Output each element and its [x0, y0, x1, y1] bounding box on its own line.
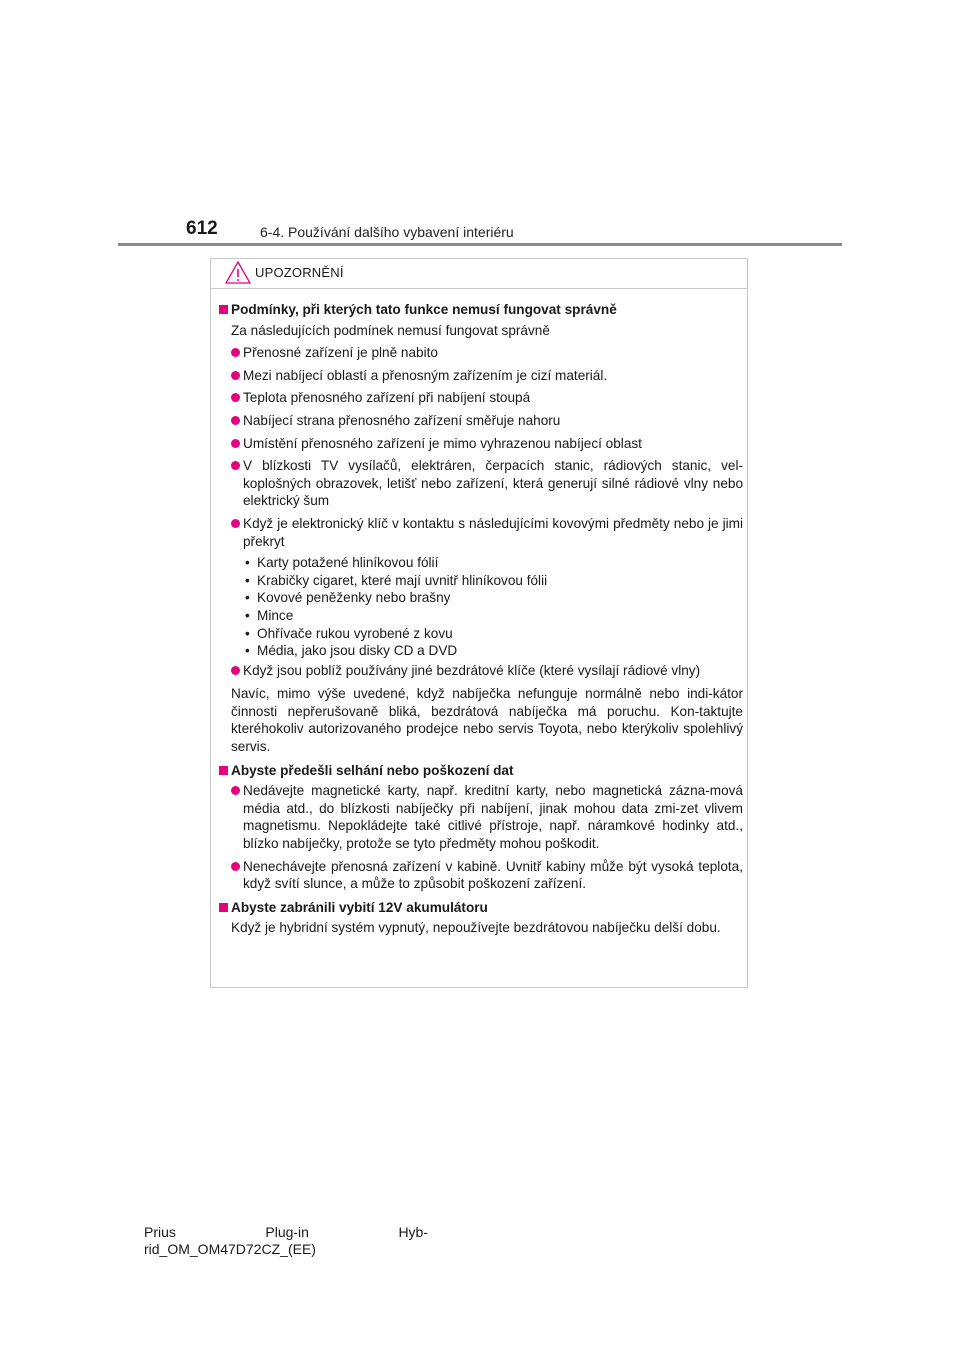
- sub-list: [217, 554, 743, 660]
- warning-header: [211, 259, 747, 289]
- sub-list-item: • Mince: [243, 607, 743, 625]
- sub-list-item: • Média, jako jsou disky CD a DVD: [243, 642, 743, 660]
- intro-text: Za následujících podmínek nemusí fungovat správně: [231, 322, 550, 338]
- square-bullet-icon: [219, 305, 228, 314]
- page-number: 612: [186, 218, 218, 239]
- list-item: Teplota přenosného zařízení při nabíjení stoupá: [217, 389, 743, 407]
- footer: [144, 1224, 444, 1258]
- sub-list-item: • Kovové peněženky nebo brašny: [243, 589, 743, 607]
- circle-bullet-icon: [231, 416, 240, 425]
- list-item: Mezi nabíjecí oblastí a přenosným zařízením je cizí materiál.: [217, 367, 743, 385]
- circle-bullet-icon: [231, 786, 240, 795]
- footer-type: Hyb-: [398, 1224, 428, 1240]
- list-item: Nenechávejte přenosná zařízení v kabině. Uvnitř kabiny může být vysoká teplota, když svítí slunce, a může to způsobit poškození zařízení.: [217, 858, 743, 893]
- sub-list-item: • Krabičky cigaret, které mají uvnitř hliníkovou fólii: [243, 572, 743, 590]
- closing-text: Navíc, mimo výše uvedené, když nabíječka nefunguje normálně nebo indi-kátor činnosti nepřerušovaně bliká, bezdrátová nabíječka má poruchu. Kon-taktujte kteréhokoliv autorizovaného prodejce nebo servis Toyota, nebo kterýkoliv spolehlivý servis.: [231, 686, 743, 755]
- warning-body: [217, 301, 743, 937]
- circle-bullet-icon: [231, 439, 240, 448]
- circle-bullet-icon: [231, 371, 240, 380]
- sub-list-item: • Ohřívače rukou vyrobené z kovu: [243, 625, 743, 643]
- sub-list-item: • Karty potažené hliníkovou fólií: [243, 554, 743, 572]
- square-bullet-icon: [219, 903, 228, 912]
- footer-line: [144, 1224, 428, 1241]
- footer-variant: Plug-in: [265, 1224, 309, 1240]
- list-item: Nabíjecí strana přenosného zařízení směřuje nahoru: [217, 412, 743, 430]
- list-item: Umístění přenosného zařízení je mimo vyhrazenou nabíjecí oblast: [217, 435, 743, 453]
- list-item: Když je elektronický klíč v kontaktu s následujícími kovovými předměty nebo je jimi překryt: [217, 515, 743, 550]
- list-item: V blízkosti TV vysílačů, elektráren, čerpacích stanic, rádiových stanic, vel-koplošných obrazovek, letišť nebo zařízení, která generují silné rádiové vlny nebo elektrický šum: [217, 457, 743, 510]
- list-item: Když jsou poblíž používány jiné bezdrátové klíče (které vysílají rádiové vlny): [217, 662, 743, 680]
- warning-triangle-icon: [225, 261, 251, 284]
- circle-bullet-icon: [231, 461, 240, 470]
- circle-bullet-icon: [231, 666, 240, 675]
- circle-bullet-icon: [231, 393, 240, 402]
- circle-bullet-icon: [231, 519, 240, 528]
- circle-bullet-icon: [231, 348, 240, 357]
- section-heading: Abyste předešli selhání nebo poškození dat: [217, 762, 743, 780]
- section-title: 6-4. Používání dalšího vybavení interiéru: [260, 224, 514, 240]
- circle-bullet-icon: [231, 862, 240, 871]
- footer-code: rid_OM_OM47D72CZ_(EE): [144, 1241, 316, 1257]
- list-item: Nedávejte magnetické karty, např. kreditní karty, nebo magnetická zázna-mová média atd., do blízkosti nabíječky při nabíjení, jinak mohou data zmi-zet vlivem magnetismu. Nepokládejte také citlivé přístroje, např. náramkové hodinky atd., blízko nabíječky, protože se tyto předměty mohou poškodit.: [217, 782, 743, 852]
- footer-model: Prius: [144, 1224, 176, 1240]
- header-rule: [118, 243, 842, 246]
- body-text: Když je hybridní systém vypnutý, nepoužívejte bezdrátovou nabíječku delší dobu.: [231, 920, 721, 936]
- section-heading: Abyste zabránili vybití 12V akumulátoru: [217, 899, 743, 917]
- square-bullet-icon: [219, 766, 228, 775]
- warning-title: UPOZORNĚNÍ: [255, 265, 344, 280]
- list-item: Přenosné zařízení je plně nabito: [217, 344, 743, 362]
- warning-box: [210, 258, 748, 988]
- section-heading: Podmínky, při kterých tato funkce nemusí fungovat správně: [217, 301, 743, 319]
